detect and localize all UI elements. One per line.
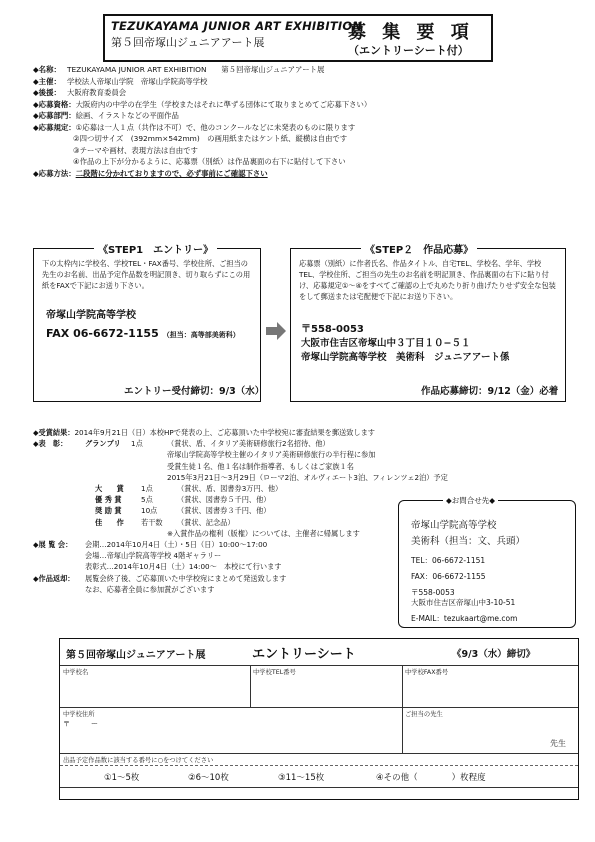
- return-row: ◆作品返却： 展覧会終了後、ご応募頂いた中学校宛にまとめて発送致します: [33, 573, 287, 583]
- school-name-field[interactable]: [60, 675, 248, 705]
- step1-deadline: エントリー受付締切：9/3（水）: [124, 386, 265, 397]
- result-row: ◆受賞結果： 2014年9月21日（日）本校HPで発表の上、ご応募頂いた中学校宛に審査結果を郵送致します: [33, 428, 375, 437]
- step2-body: 応募票（別紙）に作者氏名、作品タイトル、自宅TEL、学校名、学年、学校TEL、学校住所、ご担当の先生のお名前を明記頂き、作品裏面の右下に貼り付け、応募規定①〜④をすべてご確認の上で丸めたり折り曲げたりせず安全な包装をして郵送または宅配便で下記にお送り下さい。: [299, 259, 556, 301]
- info-host: ◆主催： 学校法人帝塚山学院 帝塚山学院高等学校: [33, 76, 208, 86]
- count-option-2[interactable]: ②6〜10枚: [188, 773, 229, 783]
- contact-box: [398, 496, 576, 628]
- entry-exhibit-name: 第５回帝塚山ジュニアアート展: [66, 650, 206, 661]
- teacher-label: ご担当の先生: [405, 711, 443, 718]
- award-gp: ◆表 彰： グランプリ 1点 （賞状、盾、イタリア美術研修旅行2名招待、他）: [33, 439, 330, 449]
- contact-fax: FAX：06-6672-1155: [411, 572, 486, 581]
- school-name-label: 中学校名: [63, 669, 89, 676]
- contact-tel: TEL：06-6672-1151: [411, 556, 486, 565]
- contact-postal: 〒558-0053: [411, 588, 455, 597]
- step1-school: 帝塚山学院高等学校: [46, 310, 136, 321]
- school-tel-field[interactable]: [252, 675, 400, 705]
- entry-sheet: [59, 638, 579, 800]
- gp-note-3: 2015年3月21日〜3月29日（ローマ2泊、オルヴィエート3泊、フィレンツェ2泊）予定: [167, 472, 448, 482]
- count-option-3[interactable]: ③11〜15枚: [278, 773, 325, 783]
- info-support: ◆後援： 大阪府教育委員会: [33, 88, 127, 97]
- award-row: 佳 作 若干数 （賞状、記念品）: [95, 517, 235, 527]
- contact-email: E-MAIL：tezukaart@me.com: [411, 614, 518, 623]
- title-box: [103, 14, 493, 62]
- count-option-1[interactable]: ①1〜5枚: [104, 773, 140, 783]
- exhibit-ceremony: 表彰式…2014年10月4日（土）14:00〜 本校にて行います: [85, 562, 282, 572]
- award-row: 大 賞 1点 （賞状、盾、図書券3万円、他）: [95, 484, 283, 494]
- info-method: ◆応募方法： 二段階に分かれておりますので、必ず事前にご確認下さい: [33, 168, 268, 178]
- count-option-4[interactable]: ④その他（ ）枚程度: [376, 773, 486, 783]
- step1-box: [33, 245, 265, 402]
- step2-title: 《STEP２ 作品応募》: [361, 241, 477, 256]
- gp-note-1: 帝塚山学院高等学校主催のイタリア美術研修旅行の半行程に参加: [167, 450, 376, 460]
- step1-title: 《STEP1 エントリー》: [94, 241, 217, 256]
- school-address-label: 中学校住所: [63, 711, 95, 718]
- contact-school: 帝塚山学院高等学校: [411, 520, 497, 531]
- entry-sheet-title: エントリーシート: [252, 647, 356, 662]
- contact-title: ◆お問合せ先◆: [443, 495, 498, 506]
- step1-body: 下の太枠内に学校名、学校TEL・FAX番号、学校住所、ご担当の先生のお名前、出品予定作品数を明記頂き、切り取らずにこの用紙をFAXで下記にお送り下さい。: [42, 259, 251, 290]
- step1-fax: FAX 06-6672-1155 （担当：高等部美術科）: [46, 327, 240, 340]
- award-row: 優 秀 賞 5点 （賞状、図書券５千円、他）: [95, 495, 271, 505]
- arrow-right-icon: [266, 322, 286, 340]
- info-name: ◆名称： TEZUKAYAMA JUNIOR ART EXHIBITION 第５回帝塚山ジュニアアート展: [33, 65, 325, 74]
- contact-address: 大阪市住吉区帝塚山中3-10-51: [411, 598, 516, 607]
- contact-dept: 美術科（担当：文、兵頭）: [411, 536, 526, 547]
- info-department: ◆応募部門： 絵画、イラストなどの平面作品: [33, 111, 179, 120]
- english-title: TEZUKAYAMA JUNIOR ART EXHIBITION: [111, 19, 363, 33]
- rights-note: ※入賞作品の権利（版権）については、主催者に帰属します: [167, 528, 360, 538]
- page-title: 募 集 要 項: [348, 22, 474, 43]
- step2-postal: 〒558-0053: [301, 324, 364, 335]
- exhibit-row: ◆展 覧 会： 会期…2014年10月4日（土）・5日（日）10:00〜17:00: [33, 540, 268, 550]
- rule-4: ④作品の上下が分かるように、応募票（別紙）は作品裏面の右下に貼付して下さい: [73, 157, 346, 166]
- rule-3: ③テーマや画材、表現方法は自由です: [73, 145, 198, 155]
- school-fax-field[interactable]: [404, 675, 576, 705]
- school-tel-label: 中学校TEL番号: [253, 669, 296, 676]
- award-row: 奨 励 賞 10点 （賞状、図書券３千円、他）: [95, 506, 271, 516]
- step2-recipient: 帝塚山学院高等学校 美術科 ジュニアアート係: [301, 352, 510, 363]
- count-label: 出品予定作品数に該当する番号に○をつけてください: [63, 757, 214, 764]
- step2-box: [290, 245, 566, 402]
- japanese-title: 第５回帝塚山ジュニアアート展: [111, 36, 265, 49]
- step2-deadline: 作品応募締切：9/12（金）必着: [421, 386, 559, 397]
- school-address-field[interactable]: [60, 727, 400, 751]
- return-note: なお、応募者全員に参加賞がございます: [85, 584, 215, 594]
- rule-2: ②四つ切サイズ (392mm×542mm) の画用紙またはケント紙、縦横は自由です: [73, 134, 348, 143]
- info-rules: ◆応募規定： ①応募は一人１点（共作は不可）で、他のコンクールなどに未発表のものに限ります: [33, 122, 356, 132]
- page-subtitle: （エントリーシート付）: [348, 44, 469, 57]
- step2-address: 大阪市住吉区帝塚山中３丁目１０−５１: [301, 338, 471, 349]
- school-fax-label: 中学校FAX番号: [405, 669, 449, 676]
- postal-mark: 〒 ー: [63, 720, 98, 728]
- gp-note-2: 受賞生徒１名、他１名は制作指導者、もしくはご家族１名: [167, 461, 354, 471]
- exhibit-venue: 会場…帝塚山学院高等学校 4階ギャラリー: [85, 551, 222, 561]
- info-qualification: ◆応募資格： 大阪府内の中学の在学生（学校またはそれに準ずる団体にて取りまとめてご応募下さい）: [33, 99, 372, 109]
- entry-deadline: 《9/3（水）締切》: [452, 649, 536, 660]
- info-list: [33, 64, 573, 179]
- teacher-suffix: 先生: [550, 739, 566, 748]
- teacher-name-field[interactable]: [404, 719, 544, 751]
